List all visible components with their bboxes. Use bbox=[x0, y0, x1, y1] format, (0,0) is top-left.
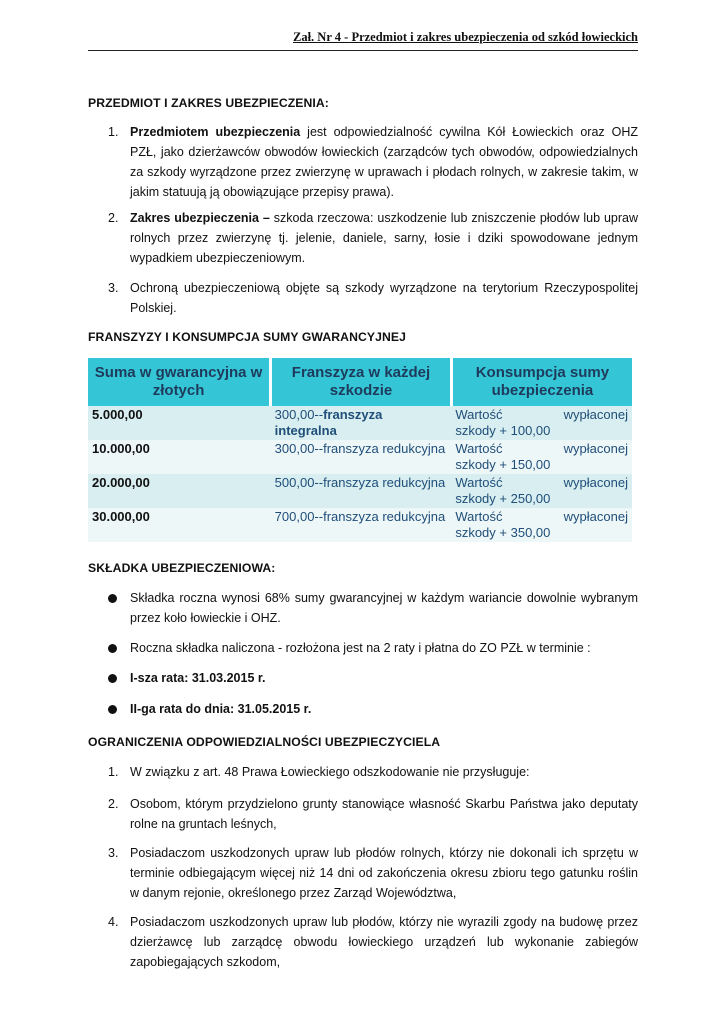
page-header-title: Zał. Nr 4 - Przedmiot i zakres ubezpieczenia od szkód łowieckich bbox=[293, 30, 638, 44]
franchise-type: franszyza integralna bbox=[274, 407, 383, 438]
cell-consumption bbox=[451, 406, 632, 440]
section-heading-limitations: OGRANICZENIA ODPOWIEDZIALNOŚCI UBEZPIECZYCIELA bbox=[88, 735, 441, 749]
cell-franchise bbox=[271, 474, 452, 508]
consumption-amount: szkody + 100,00 bbox=[455, 423, 551, 438]
consumption-word: Wartość bbox=[455, 441, 503, 456]
cell-franchise bbox=[271, 406, 452, 440]
list-item-text: W związku z art. 48 Prawa Łowieckiego odszkodowanie nie przysługuje: bbox=[130, 765, 530, 779]
list-item-bold-lead: Przedmiotem ubezpieczenia bbox=[130, 125, 301, 139]
consumption-word: wypłaconej bbox=[563, 407, 628, 422]
bullet-item bbox=[88, 699, 638, 719]
table-row bbox=[88, 406, 632, 440]
section-heading-franchise: FRANSZYZY I KONSUMPCJA SUMY GWARANCYJNEJ bbox=[88, 330, 406, 344]
franchise-value: 500,00-- bbox=[274, 475, 324, 490]
list-item-number: 1. bbox=[108, 125, 119, 139]
table-row bbox=[88, 440, 632, 474]
cell-sum: 30.000,00 bbox=[88, 508, 271, 542]
bullet-item bbox=[88, 668, 638, 688]
consumption-word: wypłaconej bbox=[563, 441, 628, 456]
bullet-item bbox=[88, 638, 638, 658]
cell-sum: 5.000,00 bbox=[88, 406, 271, 440]
list-item-number: 2. bbox=[108, 797, 119, 811]
list-item-text bbox=[130, 208, 638, 268]
cell-franchise bbox=[271, 440, 452, 474]
header-rule bbox=[88, 50, 638, 51]
list-item-text: Ochroną ubezpieczeniową objęte są szkody wyrządzone na terytorium Rzeczypospolitej Polskiej. bbox=[130, 281, 638, 315]
consumption-amount: szkody + 150,00 bbox=[455, 457, 551, 472]
list-item bbox=[88, 122, 638, 202]
list-item-number: 2. bbox=[108, 211, 119, 225]
consumption-word: Wartość bbox=[455, 407, 503, 422]
list-item bbox=[88, 208, 638, 268]
bullet-dot-icon bbox=[108, 705, 117, 714]
cell-sum: 20.000,00 bbox=[88, 474, 271, 508]
cell-consumption bbox=[451, 440, 632, 474]
bullet-text: Składka roczna wynosi 68% sumy gwarancyjnej w każdym wariancie dowolnie wybranym przez koło łowieckie i OHZ. bbox=[130, 591, 638, 625]
cell-sum: 10.000,00 bbox=[88, 440, 271, 474]
list-item-text: Posiadaczom uszkodzonych upraw lub płodów, którzy nie wyrazili zgody na budowę przez dzierżawcę lub zarządcę obwodu łowieckiego urządzeń lub wykonanie zabiegów zapobiegających szkodom, bbox=[130, 915, 638, 969]
consumption-amount: szkody + 350,00 bbox=[455, 525, 551, 540]
franchise-type: franszyza redukcyjna bbox=[323, 441, 446, 456]
consumption-word: Wartość bbox=[455, 509, 503, 524]
franchise-type: franszyza redukcyjna bbox=[323, 475, 446, 490]
list-item-number: 3. bbox=[108, 281, 119, 295]
list-item bbox=[88, 843, 638, 903]
bullet-text: I-sza rata: 31.03.2015 r. bbox=[130, 671, 266, 685]
list-item bbox=[88, 794, 638, 834]
franchise-value: 300,00-- bbox=[274, 441, 324, 456]
table-header-sum: Suma w gwarancyjna w złotych bbox=[88, 358, 271, 406]
list-item bbox=[88, 278, 638, 318]
cell-consumption bbox=[451, 474, 632, 508]
consumption-word: Wartość bbox=[455, 475, 503, 490]
franchise-value: 700,00-- bbox=[274, 509, 324, 524]
list-item-bold-lead: Zakres ubezpieczenia – bbox=[130, 211, 270, 225]
bullet-dot-icon bbox=[108, 674, 117, 683]
consumption-amount: szkody + 250,00 bbox=[455, 491, 551, 506]
table-header-consumption: Konsumpcja sumy ubezpieczenia bbox=[451, 358, 632, 406]
list-item-text bbox=[130, 122, 638, 202]
list-item-number: 3. bbox=[108, 846, 119, 860]
bullet-dot-icon bbox=[108, 644, 117, 653]
list-item bbox=[88, 912, 638, 972]
table-row bbox=[88, 508, 632, 542]
table-header-franchise: Franszyza w każdej szkodzie bbox=[271, 358, 452, 406]
franchise-table bbox=[88, 358, 632, 542]
bullet-dot-icon bbox=[108, 594, 117, 603]
franchise-value: 300,00-- bbox=[274, 407, 324, 422]
section-heading-subject: PRZEDMIOT I ZAKRES UBEZPIECZENIA: bbox=[88, 96, 329, 110]
bullet-text: Roczna składka naliczona - rozłożona jest na 2 raty i płatna do ZO PZŁ w terminie : bbox=[130, 641, 591, 655]
list-item-body: szkoda rzeczowa: uszkodzenie lub zniszczenie płodów lub upraw rolnych przez zwierzynę tj. jelenie, daniele, sarny, łosie i dziki spowodowane jednym wypadkiem ubezpieczeniowym. bbox=[130, 211, 639, 265]
list-item bbox=[88, 762, 638, 782]
list-item-text: Posiadaczom uszkodzonych upraw lub płodów rolnych, którzy nie dokonali ich sprzętu w terminie odbiegającym więcej niż 14 dni od zakończenia okresu zbioru tego gatunku roślin w danym rejonie, określonego przez Zarząd Województwa, bbox=[130, 846, 638, 900]
consumption-word: wypłaconej bbox=[563, 475, 628, 490]
bullet-text: II-ga rata do dnia: 31.05.2015 r. bbox=[130, 702, 312, 716]
list-item-number: 4. bbox=[108, 915, 119, 929]
cell-consumption bbox=[451, 508, 632, 542]
list-item-body: jest odpowiedzialność cywilna Kół Łowieckich oraz OHZ PZŁ, jako dzierżawców obwodów łowieckich (zarządców tych obwodów, odpowiedzialnych za szkody wyrządzone przez zwierzynę w uprawach i płodach rolnych, w zakresie takim, w jakim statuują ją obowiązujące przepisy prawa). bbox=[130, 125, 638, 199]
consumption-word: wypłaconej bbox=[563, 509, 628, 524]
list-item-text: Osobom, którym przydzielono grunty stanowiące własność Skarbu Państwa jako deputaty rolne na gruntach leśnych, bbox=[130, 797, 638, 831]
bullet-item bbox=[88, 588, 638, 628]
table-row bbox=[88, 474, 632, 508]
list-item-number: 1. bbox=[108, 765, 119, 779]
cell-franchise bbox=[271, 508, 452, 542]
franchise-type: franszyza redukcyjna bbox=[323, 509, 446, 524]
section-heading-premium: SKŁADKA UBEZPIECZENIOWA: bbox=[88, 561, 276, 575]
